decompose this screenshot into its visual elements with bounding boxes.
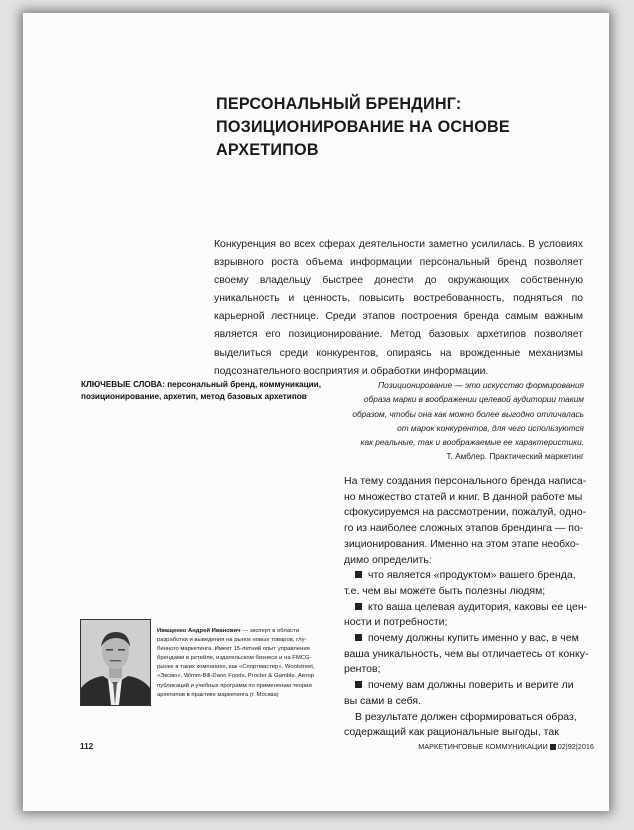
epigraph-line: как реальные, так и воображаемые ее характеристики.: [360, 437, 584, 448]
bullet-square-icon: [355, 681, 362, 688]
bullet-item: [344, 678, 584, 694]
author-portrait-image: [81, 620, 150, 705]
bullet-line: вы сами в себя.: [344, 694, 421, 707]
author-name: Иващенко Андрей Иванович: [157, 628, 241, 634]
author-bio-line: бинного маркетинга. Имеет 15-летний опыт управления: [157, 646, 310, 653]
bullet-line: что является «продуктом» вашего бренда,: [368, 569, 576, 582]
page-number: 112: [80, 742, 94, 751]
title-line: АРХЕТИПОВ: [216, 141, 319, 159]
journal-issue: 02|92|2016: [557, 742, 594, 751]
journal-name: МАРКЕТИНГОВЫЕ КОММУНИКАЦИИ: [418, 742, 548, 751]
title-line: ПЕРСОНАЛЬНЫЙ БРЕНДИНГ:: [216, 95, 462, 113]
bullet-line: почему должны купить именно у вас, в чем: [368, 632, 579, 645]
body-line: димо определить:: [344, 553, 432, 566]
title-line: ПОЗИЦИОНИРОВАНИЕ НА ОСНОВЕ: [216, 118, 510, 136]
epigraph: [314, 378, 584, 464]
bullet-line: кто ваша целевая аудитория, каковы ее цен-: [368, 600, 588, 613]
body-line: содержащий как рациональные выгоды, так: [344, 726, 559, 739]
square-separator-icon: [550, 744, 556, 750]
author-bio-line: [157, 627, 332, 636]
bullet-square-icon: [355, 603, 362, 610]
epigraph-line: от марок конкурентов, для чего используются: [397, 422, 584, 433]
keywords: КЛЮЧЕВЫЕ СЛОВА: персональный бренд, коммуникации, позиционирование, архетип, метод базовых архетипов: [81, 380, 321, 401]
bullet-item: [344, 568, 584, 584]
bullet-line: ности и потребности;: [344, 616, 448, 629]
epigraph-line: Позиционирование — это искусство формирования: [378, 380, 584, 390]
author-bio-line: брендами в ретейле, издательском бизнесе и на FMCG-: [157, 655, 312, 662]
author-bio-line: архетипов в практике маркетинга (г. Москва): [157, 691, 279, 698]
author-bio: [157, 627, 332, 700]
epigraph-line: образом, чтобы она как можно более выгодно отличалась: [352, 408, 584, 419]
bullet-square-icon: [355, 634, 362, 641]
bullet-line: ваша уникальность, чем вы отличаетесь от конку-: [344, 647, 589, 660]
epigraph-line: образа марки в воображении целевой аудитории таким: [363, 394, 584, 405]
author-photo: [80, 619, 151, 706]
bullet-line: почему вам должны поверить и верите ли: [368, 679, 574, 692]
author-bio-line: рынке в таких компаниях, как «Спортмастер», Woolstreet,: [157, 664, 315, 671]
journal-footer: [418, 742, 594, 751]
abstract: Конкуренция во всех сферах деятельности заметно усилилась. В условиях взрывного роста объема информации персональный бренд позволяет своему владельцу быстрее донести до окружающих собственную уникальность и ценность, повысить востребованность, подняться по карьерной лестнице. Среди этапов построения бренда самым важным является его позиционирование. Метод базовых архетипов позволяет выделиться среди конкурентов, опираясь на врожденные механизмы подсознательного восприятия и обработки информации.: [214, 239, 583, 377]
body-line: го из наиболее сложных этапов брендинга — по-: [344, 522, 584, 535]
bullet-line: рентов;: [344, 663, 381, 676]
body-line: зиционирования. Именно на этом этапе необхо-: [344, 537, 580, 550]
bullet-square-icon: [355, 571, 362, 578]
bullet-item: [344, 631, 584, 647]
epigraph-source: Т. Амблер. Практический маркетинг: [446, 451, 584, 462]
bullet-item: [344, 600, 588, 616]
body-line: сфокусируемся на рассмотрении, пожалуй, одно-: [344, 506, 587, 519]
body-line: В результате должен сформироваться образ,: [355, 710, 577, 723]
bullet-line: т.е. чем вы можете быть полезны людям;: [344, 584, 546, 597]
body-line: На тему создания персонального бренда написа-: [344, 475, 587, 487]
article-body: [344, 474, 589, 741]
author-bio-text: — эксперт в области: [240, 628, 300, 634]
article-title: [216, 93, 546, 162]
body-line: но множество статей и книг. В данной работе мы: [344, 490, 583, 503]
author-bio-line: публикаций и учебных программ по применению теории: [157, 682, 312, 689]
author-bio-line: разработки и выведения на рынок новых товаров, глу-: [157, 637, 307, 644]
author-bio-line: «Эксмо», Wimm-Bill-Dann Foods, Procter & Gamble. Автор: [157, 673, 314, 680]
